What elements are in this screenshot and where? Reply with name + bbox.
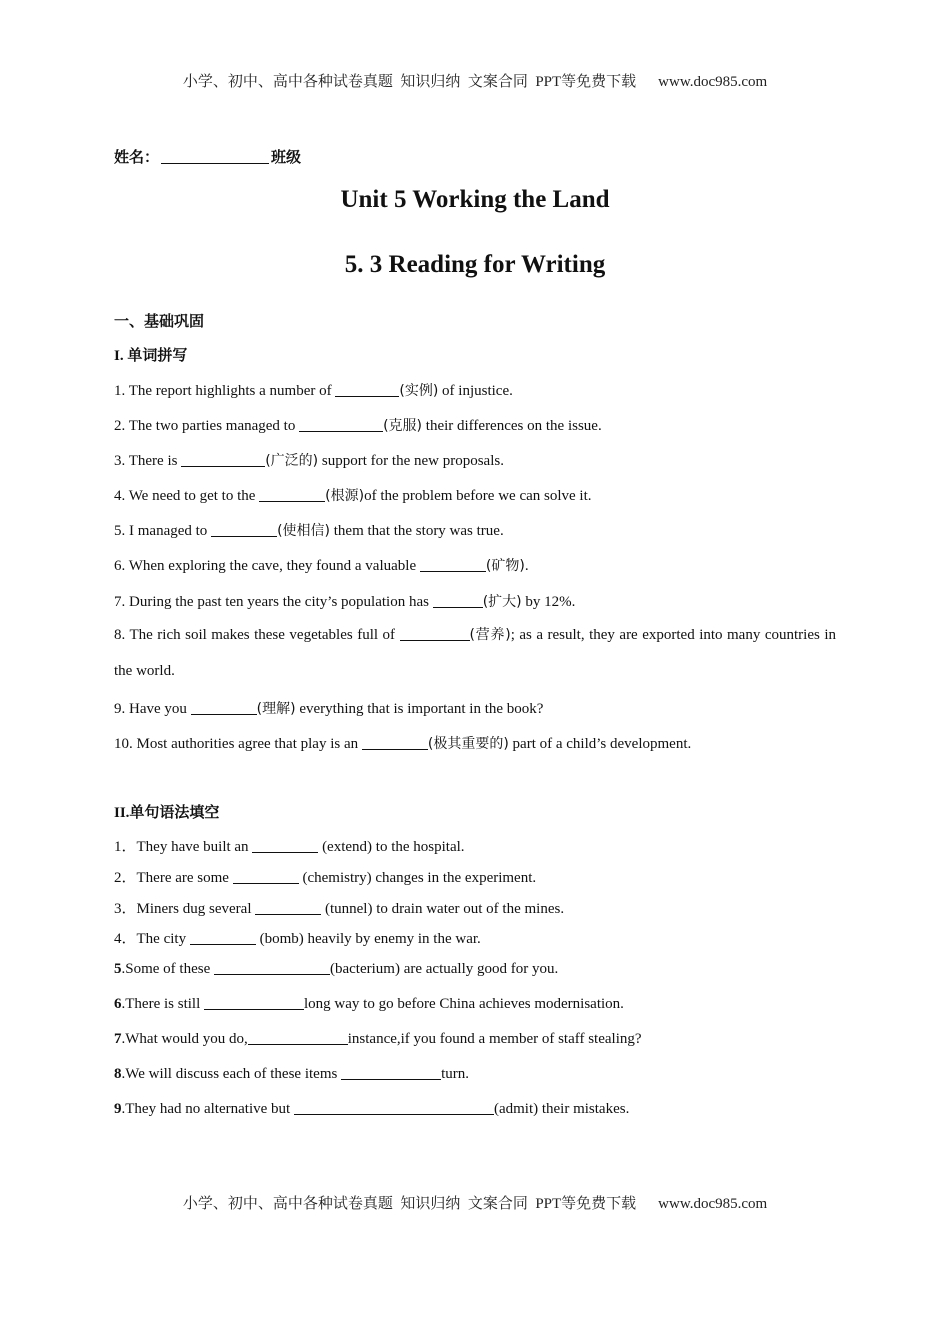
grammar-item-4 [114,927,481,948]
item-text: (bomb) heavily by enemy in the war. [255,931,481,947]
part-heading-grammar: II.单句语法填空 [114,805,220,821]
item-text: 6. When exploring the cave, they found a valuable [114,558,420,574]
grammar-item-5 [114,960,558,978]
answer-blank [248,1030,348,1045]
item-hint: (扩大) [482,594,522,610]
item-text: .What would you do, [121,1031,248,1047]
item-text: turn. [441,1066,469,1082]
item-text: 7. During the past ten years the city’s population has [114,594,433,610]
grammar-item-3 [114,897,564,918]
answer-blank [294,1100,494,1115]
item-text: of injustice. [438,383,513,399]
item-text: by 12%. [521,594,576,610]
item-text: them that the story was true. [330,523,504,539]
item-hint: (营养) [469,627,511,643]
item-text: their differences on the issue. [422,418,602,434]
item-text: .Some of these [121,961,214,977]
spelling-item-5 [114,520,504,540]
item-text: 8. The rich soil makes these vegetables full of [114,627,400,643]
item-text: 2. The two parties managed to [114,418,300,434]
item-text: . [524,558,529,574]
spelling-item-1 [114,380,513,400]
item-hint: (理解) [256,701,296,717]
grammar-item-1 [114,835,465,856]
grammar-item-6 [114,995,624,1013]
answer-blank [181,452,265,467]
answer-blank [433,593,483,608]
answer-blank [191,700,257,715]
item-text: 3. There is [114,453,182,469]
item-text: long way to go before China achieves modernisation. [304,996,624,1012]
page-title: Unit 5 Working the Land [340,186,610,213]
item-text: (extend) to the hospital. [318,839,465,855]
header-site: www.doc985.com [658,74,768,90]
item-text: .We will discuss each of these items [121,1066,342,1082]
spelling-item-6 [114,555,529,575]
answer-blank [214,960,330,975]
section-heading-basics: 一、基础巩固 [114,314,205,330]
answer-blank [362,735,428,750]
item-hint: (广泛的) [265,453,319,469]
spelling-item-4 [114,485,592,505]
spelling-item-3 [114,450,504,470]
name-blank [161,149,269,164]
item-text: Miners dug several [136,901,256,917]
item-hint: (矿物) [485,558,525,574]
item-text: 5. I managed to [114,523,212,539]
page-footer [0,1192,950,1213]
item-text: There are some [136,870,233,886]
part-heading-spelling: I. 单词拼写 [114,348,188,364]
item-number: 9 [114,1101,122,1117]
item-text: 9. Have you [114,701,191,717]
item-text: .There is still [121,996,204,1012]
item-text: (tunnel) to drain water out of the mines. [321,901,565,917]
answer-blank [211,522,277,537]
spelling-item-8 [114,617,836,689]
answer-blank [190,930,256,945]
answer-blank [255,900,321,915]
class-label: 班级 [271,150,302,166]
item-text: .They had no alternative but [121,1101,294,1117]
item-text: 1. The report highlights a number of [114,383,336,399]
name-class-line [114,146,301,167]
answer-blank [204,995,304,1010]
item-text: They have built an [136,839,253,855]
item-number: 8 [114,1066,122,1082]
item-number: 5 [114,961,122,977]
item-number: 2． [114,870,137,886]
answer-blank [341,1065,441,1080]
item-text: of the problem before we can solve it. [364,488,592,504]
grammar-item-7 [114,1030,642,1048]
page-header [0,70,950,91]
answer-blank [400,626,470,641]
item-text: 4. We need to get to the [114,488,260,504]
item-text: ; as a result, they are exported into many countries in the world. [114,627,836,679]
footer-site: www.doc985.com [658,1196,768,1212]
item-text: everything that is important in the book? [295,701,544,717]
item-hint: (实例) [399,383,439,399]
spelling-item-2 [114,415,602,435]
answer-blank [259,487,325,502]
item-hint: (根源) [325,488,365,504]
footer-text: 小学、初中、高中各种试卷真题 知识归纳 文案合同 PPT等免费下载 [182,1196,637,1212]
name-label: 姓名： [114,150,160,166]
grammar-item-9 [114,1100,629,1118]
spelling-item-10 [114,733,691,753]
page-subtitle: 5. 3 Reading for Writing [344,251,606,278]
item-text: (admit) their mistakes. [493,1101,630,1117]
answer-blank [420,557,486,572]
grammar-item-8 [114,1065,469,1083]
answer-blank [252,838,318,853]
item-text: (bacterium) are actually good for you. [329,961,559,977]
item-text: part of a child’s development. [508,736,692,752]
item-hint: (克服) [383,418,423,434]
item-number: 7 [114,1031,122,1047]
item-text: (chemistry) changes in the experiment. [298,870,537,886]
item-text: The city [136,931,190,947]
item-text: instance,if you found a member of staff stealing? [347,1031,642,1047]
item-number: 3． [114,901,137,917]
item-hint: (使相信) [277,523,330,539]
spelling-item-7 [114,591,575,611]
item-text: support for the new proposals. [318,453,504,469]
item-text: 10. Most authorities agree that play is an [114,736,362,752]
item-number: 6 [114,996,122,1012]
header-text: 小学、初中、高中各种试卷真题 知识归纳 文案合同 PPT等免费下载 [182,74,637,90]
answer-blank [335,382,399,397]
grammar-item-2 [114,866,536,887]
item-number: 4． [114,931,137,947]
answer-blank [233,869,299,884]
item-hint: (极其重要的) [427,736,509,752]
spelling-item-9 [114,698,543,718]
answer-blank [299,417,383,432]
item-number: 1． [114,839,137,855]
